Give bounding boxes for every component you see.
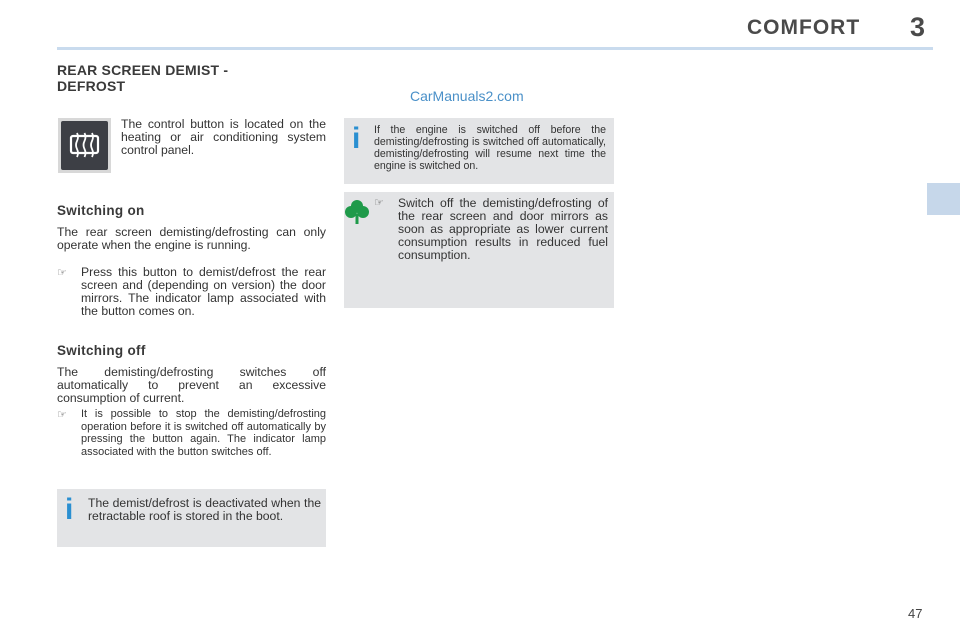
switching-on-bullet <box>57 266 326 318</box>
section-title: COMFORT <box>747 16 861 39</box>
chapter-side-tab <box>927 183 960 215</box>
switching-on-heading: Switching on <box>57 203 145 218</box>
switching-off-bullet <box>57 408 326 458</box>
chapter-number: 3 <box>910 12 926 42</box>
info-icon: i <box>352 122 361 155</box>
switching-off-heading: Switching off <box>57 343 146 358</box>
switching-off-body: The demisting/defrosting switches off automatically to prevent an excessive consumption of current. <box>57 365 326 405</box>
rear-defrost-button-image <box>58 118 111 173</box>
rear-defrost-icon <box>61 121 108 170</box>
page-number: 47 <box>908 606 923 621</box>
pointing-hand-icon: ☞ <box>57 409 67 421</box>
switching-on-body: The rear screen demisting/defrosting can only operate when the engine is running. <box>57 225 326 252</box>
pointing-hand-icon: ☞ <box>374 197 384 209</box>
eco-tip-box <box>344 192 614 308</box>
pointing-hand-icon: ☞ <box>57 267 67 279</box>
info-box-engine-off-text: If the engine is switched off before the demisting/defrosting is switched off automatically, demisting/defrosting will resume next time the engine is switched on. <box>374 124 606 172</box>
info-icon: i <box>65 493 74 526</box>
main-heading: REAR SCREEN DEMIST - DEFROST <box>57 62 229 94</box>
watermark: CarManuals2.com <box>410 88 524 104</box>
eco-tip-text: Switch off the demisting/defrosting of the rear screen and door mirrors as soon as appropriate as lower current consumption results in reduced fuel consumption. <box>398 196 608 262</box>
intro-text: The control button is located on the heating or air conditioning system control panel. <box>121 117 326 157</box>
info-box-roof-text: The demist/defrost is deactivated when the retractable roof is stored in the boot. <box>88 496 321 523</box>
info-box-roof <box>57 489 326 547</box>
tree-icon <box>344 198 370 226</box>
info-box-engine-off <box>344 118 614 184</box>
switching-off-bullet-text: It is possible to stop the demisting/defrosting operation before it is switched off automatically by pressing the button again. The indicator lamp associated with the button switches off. <box>81 408 326 458</box>
switching-on-bullet-text: Press this button to demist/defrost the rear screen and (depending on version) the door mirrors. The indicator lamp associated with the button comes on. <box>81 265 326 318</box>
header-rule <box>57 47 933 50</box>
